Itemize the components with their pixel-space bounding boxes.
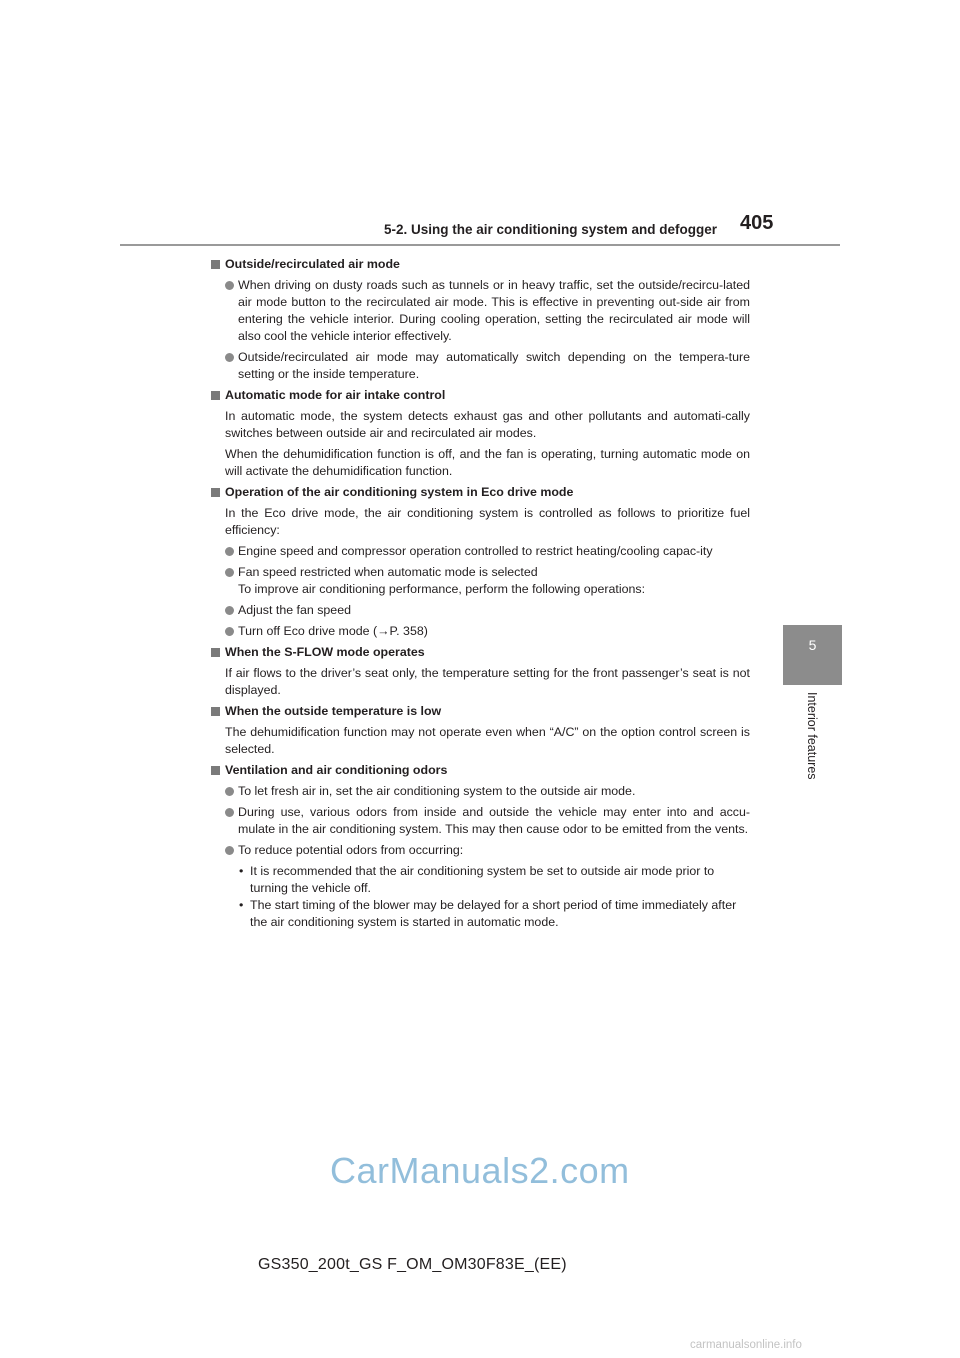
section-heading: Ventilation and air conditioning odors	[209, 762, 750, 779]
section-heading: When the S-FLOW mode operates	[209, 644, 750, 661]
page-number: 405	[740, 212, 774, 234]
sub-item: • The start timing of the blower may be delayed for a short period of time immediately after the air conditioning system is started in automatic mode.	[239, 898, 737, 929]
paragraph: In automatic mode, the system detects exhaust gas and other pollutants and automati-cally switches between outside air and recirculated air modes.	[225, 409, 750, 440]
section-heading: Outside/recirculated air mode	[209, 256, 750, 273]
sub-item: • It is recommended that the air conditioning system be set to outside air mode prior to turning the vehicle off.	[239, 864, 715, 895]
circle-bullet-icon	[225, 281, 234, 290]
square-bullet-icon	[211, 648, 220, 657]
bullet-item: Outside/recirculated air mode may automatically switch depending on the tempera-ture setting or the inside temperature.	[209, 349, 750, 383]
square-bullet-icon	[211, 391, 220, 400]
chapter-label: Interior features	[805, 692, 819, 780]
circle-bullet-icon	[225, 808, 234, 817]
bullet-item: To reduce potential odors from occurring:	[209, 842, 750, 859]
chapter-number: 5	[808, 637, 817, 653]
section-eco-drive	[209, 484, 750, 640]
section-ventilation-odors	[209, 762, 750, 931]
section-outside-recirculated	[209, 256, 750, 383]
paragraph: If air flows to the driver’s seat only, the temperature setting for the front passenger’s seat is not displayed.	[225, 666, 750, 697]
header-divider	[120, 244, 840, 246]
sub-bullet-icon: •	[239, 898, 244, 912]
section-automatic-mode	[209, 387, 750, 480]
section-s-flow	[209, 644, 750, 699]
section-heading: Automatic mode for air intake control	[209, 387, 750, 404]
circle-bullet-icon	[225, 846, 234, 855]
corner-watermark: carmanualsonline.info	[690, 1339, 802, 1351]
square-bullet-icon	[211, 260, 220, 269]
bullet-note: To improve air conditioning performance, perform the following operations:	[238, 582, 646, 596]
document-code: GS350_200t_GS F_OM_OM30F83E_(EE)	[258, 1256, 567, 1273]
bullet-item: During use, various odors from inside and outside the vehicle may enter into and accu-mulate in the air conditioning system. This may then cause odor to be emitted from the vents.	[209, 804, 750, 838]
bullet-item: When driving on dusty roads such as tunnels or in heavy traffic, set the outside/recircu-lated air mode button to the recirculated air mode. This is effective in preventing out-side air from entering the vehicle interior. During cooling operation, setting the recirculated air mode will also cool the vehicle interior effectively.	[209, 277, 750, 345]
circle-bullet-icon	[225, 606, 234, 615]
section-outside-temp-low	[209, 703, 750, 758]
paragraph: When the dehumidification function is off, and the fan is operating, turning automatic mode on will activate the dehumidification function.	[225, 447, 750, 478]
chapter-tab	[783, 625, 842, 685]
page-header	[120, 214, 840, 246]
square-bullet-icon	[211, 766, 220, 775]
sub-bullet-icon: •	[239, 864, 244, 878]
circle-bullet-icon	[225, 787, 234, 796]
bullet-item: Turn off Eco drive mode (→P. 358)	[209, 623, 750, 640]
page-content	[209, 256, 750, 934]
section-title: 5-2. Using the air conditioning system and defogger	[384, 222, 718, 237]
watermark-carmanuals2: CarManuals2.com	[330, 1150, 630, 1191]
bullet-item: Fan speed restricted when automatic mode is selected To improve air conditioning performance, perform the following operations:	[209, 564, 750, 598]
paragraph: The dehumidification function may not operate even when “A/C” on the option control screen is selected.	[225, 725, 750, 756]
section-heading: Operation of the air conditioning system in Eco drive mode	[209, 484, 750, 501]
circle-bullet-icon	[225, 627, 234, 636]
circle-bullet-icon	[225, 547, 234, 556]
circle-bullet-icon	[225, 568, 234, 577]
paragraph: In the Eco drive mode, the air conditioning system is controlled as follows to prioritize fuel efficiency:	[225, 506, 750, 537]
bullet-item: To let fresh air in, set the air conditioning system to the outside air mode.	[209, 783, 750, 800]
bullet-item: Engine speed and compressor operation controlled to restrict heating/cooling capac-ity	[209, 543, 750, 560]
square-bullet-icon	[211, 707, 220, 716]
section-heading: When the outside temperature is low	[209, 703, 750, 720]
circle-bullet-icon	[225, 353, 234, 362]
bullet-item: Adjust the fan speed	[209, 602, 750, 619]
square-bullet-icon	[211, 488, 220, 497]
